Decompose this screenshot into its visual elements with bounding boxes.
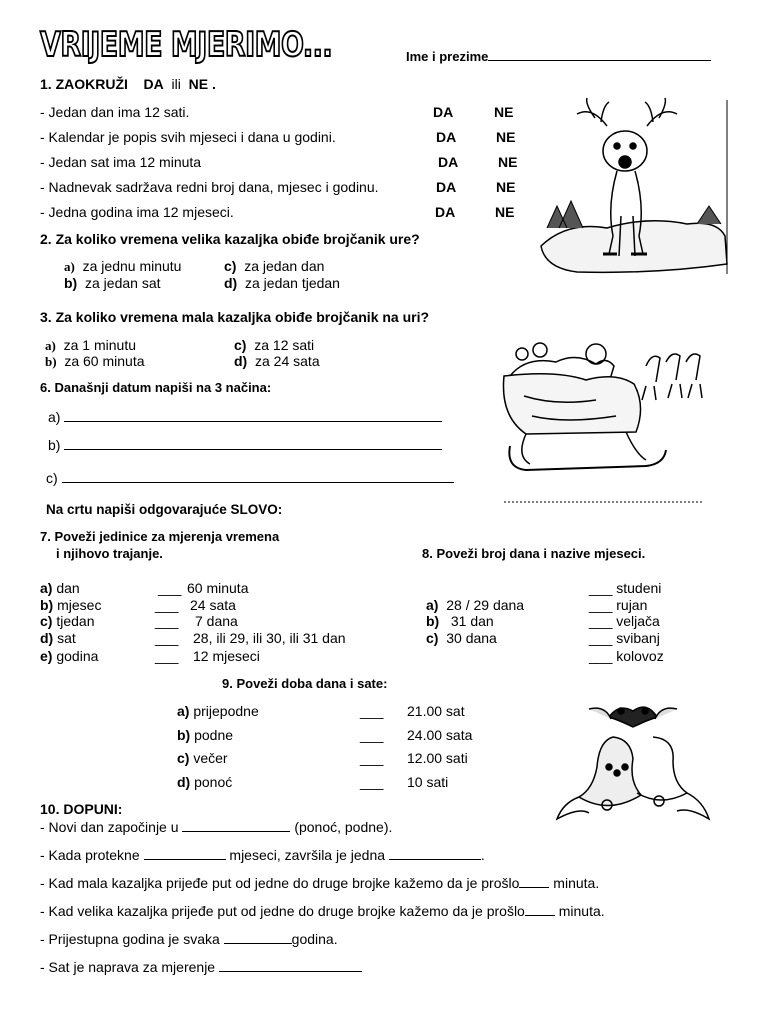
q8-month: ___ rujan	[589, 597, 648, 613]
q6-line-a[interactable]: a)	[48, 409, 442, 425]
q8-month: ___ svibanj	[589, 630, 660, 646]
q9-heading: 9. Poveži doba dana i sate:	[222, 676, 388, 691]
q3-option-b[interactable]: b) za 60 minuta	[45, 353, 145, 369]
da-option[interactable]: DA	[436, 129, 457, 145]
q8-answer-blank[interactable]: ___	[589, 613, 613, 629]
q7-unit: e) godina	[40, 648, 99, 664]
q2-heading: 2. Za koliko vremena velika kazaljka obiđe brojčanik ure?	[40, 231, 420, 247]
q2-option-a[interactable]: a) za jednu minutu	[64, 258, 182, 274]
q7-unit: a) dan	[40, 580, 80, 596]
q8-answer-blank[interactable]: ___	[589, 597, 613, 613]
fill-blank[interactable]	[182, 820, 290, 832]
q8-answer-blank[interactable]: ___	[589, 580, 613, 596]
instruction: Na crtu napiši odgovarajuće SLOVO:	[46, 502, 283, 517]
q8-month: ___ veljača	[589, 613, 660, 629]
bells-illustration	[549, 697, 717, 827]
q9-answer-blank[interactable]: ___	[360, 774, 384, 790]
q7-answer-blank[interactable]: ___	[155, 613, 179, 629]
q8-item: b) 31 dan	[426, 613, 494, 629]
q7-unit: c) tjedan	[40, 613, 95, 629]
q2-option-c[interactable]: c) za jedan dan	[224, 258, 325, 274]
q1-item: - Jedan sat ima 12 minuta	[40, 154, 202, 170]
q7-duration: 12 mjeseci	[193, 648, 260, 664]
q7-answer-blank[interactable]: ___	[155, 630, 179, 646]
q3-option-a[interactable]: a) za 1 minutu	[45, 337, 136, 353]
da-option[interactable]: DA	[433, 104, 454, 120]
q9-item: a) prijepodne	[177, 703, 259, 719]
q8-item: c) 30 dana	[426, 630, 497, 646]
q1-item: - Jedan dan ima 12 sati.	[40, 104, 190, 120]
q9-item: b) podne	[177, 727, 234, 743]
q7-answer-blank[interactable]: ___	[155, 648, 179, 664]
q9-time: 12.00 sati	[407, 750, 468, 766]
q9-item: d) ponoć	[177, 774, 233, 790]
q10-line: - Prijestupna godina je svaka godina.	[40, 931, 338, 947]
q1-item: - Kalendar je popis svih mjeseci i dana u godini.	[40, 129, 336, 145]
q8-answer-blank[interactable]: ___	[589, 648, 613, 664]
q7-heading-cont: i njihovo trajanje.	[56, 546, 163, 561]
fill-blank[interactable]	[224, 932, 292, 944]
q8-item: a) 28 / 29 dana	[426, 597, 525, 613]
name-field[interactable]	[488, 49, 711, 61]
page-title: VRIJEME MJERIMO...	[40, 26, 333, 65]
q10-line: - Novi dan započinje u (ponoć, podne).	[40, 819, 393, 835]
da-option[interactable]: DA	[435, 204, 456, 220]
ne-option[interactable]: NE	[494, 104, 514, 120]
q2-option-d[interactable]: d) za jedan tjedan	[224, 275, 340, 291]
q10-line: - Sat je naprava za mjerenje	[40, 959, 362, 975]
ne-option[interactable]: NE	[498, 154, 518, 170]
fill-blank[interactable]	[389, 848, 481, 860]
q6-line-b[interactable]: b)	[48, 437, 442, 453]
q9-item: c) večer	[177, 750, 228, 766]
name-label: Ime i prezime	[406, 49, 711, 64]
q8-answer-blank[interactable]: ___	[589, 630, 613, 646]
ne-option[interactable]: NE	[495, 204, 515, 220]
q8-heading: 8. Poveži broj dana i nazive mjeseci.	[422, 546, 646, 561]
q9-answer-blank[interactable]: ___	[360, 703, 384, 719]
q1-item: - Jedna godina ima 12 mjeseci.	[40, 204, 234, 220]
ne-option[interactable]: NE	[496, 179, 516, 195]
q2-option-b[interactable]: b) za jedan sat	[64, 275, 161, 291]
ne-option[interactable]: NE	[496, 129, 516, 145]
q1-heading: 1. ZAOKRUŽI DA ili NE .	[40, 76, 216, 92]
fill-blank[interactable]	[519, 876, 549, 888]
q9-time: 24.00 sata	[407, 727, 473, 743]
q9-time: 10 sati	[407, 774, 449, 790]
q7-heading: 7. Poveži jedinice za mjerenja vremena	[40, 529, 280, 544]
q3-heading: 3. Za koliko vremena mala kazaljka obiđe brojčanik na uri?	[40, 309, 430, 325]
q7-answer-blank[interactable]: ___	[158, 580, 182, 596]
q10-heading: 10. DOPUNI:	[40, 801, 123, 817]
q7-duration: 60 minuta	[187, 580, 249, 596]
q7-duration: 28, ili 29, ili 30, ili 31 dan	[193, 630, 346, 646]
reindeer-illustration	[537, 96, 737, 276]
q9-time: 21.00 sat	[407, 703, 465, 719]
q10-line: - Kada protekne mjeseci, završila je jedna .	[40, 847, 485, 863]
fill-blank[interactable]	[144, 848, 226, 860]
q7-duration: 7 dana	[195, 613, 238, 629]
q10-line: - Kad mala kazaljka prijeđe put od jedne do druge brojke kažemo da je prošlo minuta.	[40, 875, 600, 891]
q10-line: - Kad velika kazaljka prijeđe put od jedne do druge brojke kažemo da je prošlo minuta.	[40, 903, 605, 919]
fill-blank[interactable]	[219, 960, 362, 972]
q3-option-d[interactable]: d) za 24 sata	[234, 353, 320, 369]
da-option[interactable]: DA	[436, 179, 457, 195]
q7-answer-blank[interactable]: ___	[155, 597, 179, 613]
q1-item: - Nadnevak sadržava redni broj dana, mjesec i godinu.	[40, 179, 379, 195]
q7-unit: d) sat	[40, 630, 76, 646]
q8-month: ___ studeni	[589, 580, 662, 596]
q9-answer-blank[interactable]: ___	[360, 727, 384, 743]
q6-heading: 6. Današnji datum napiši na 3 načina:	[40, 380, 272, 395]
q8-month: ___ kolovoz	[589, 648, 664, 664]
da-option[interactable]: DA	[438, 154, 459, 170]
q9-answer-blank[interactable]: ___	[360, 750, 384, 766]
q3-option-c[interactable]: c) za 12 sati	[234, 337, 315, 353]
sleigh-illustration	[496, 336, 708, 508]
q6-line-c[interactable]: c)	[46, 470, 454, 486]
fill-blank[interactable]	[525, 904, 555, 916]
q7-duration: 24 sata	[190, 597, 236, 613]
q7-unit: b) mjesec	[40, 597, 102, 613]
